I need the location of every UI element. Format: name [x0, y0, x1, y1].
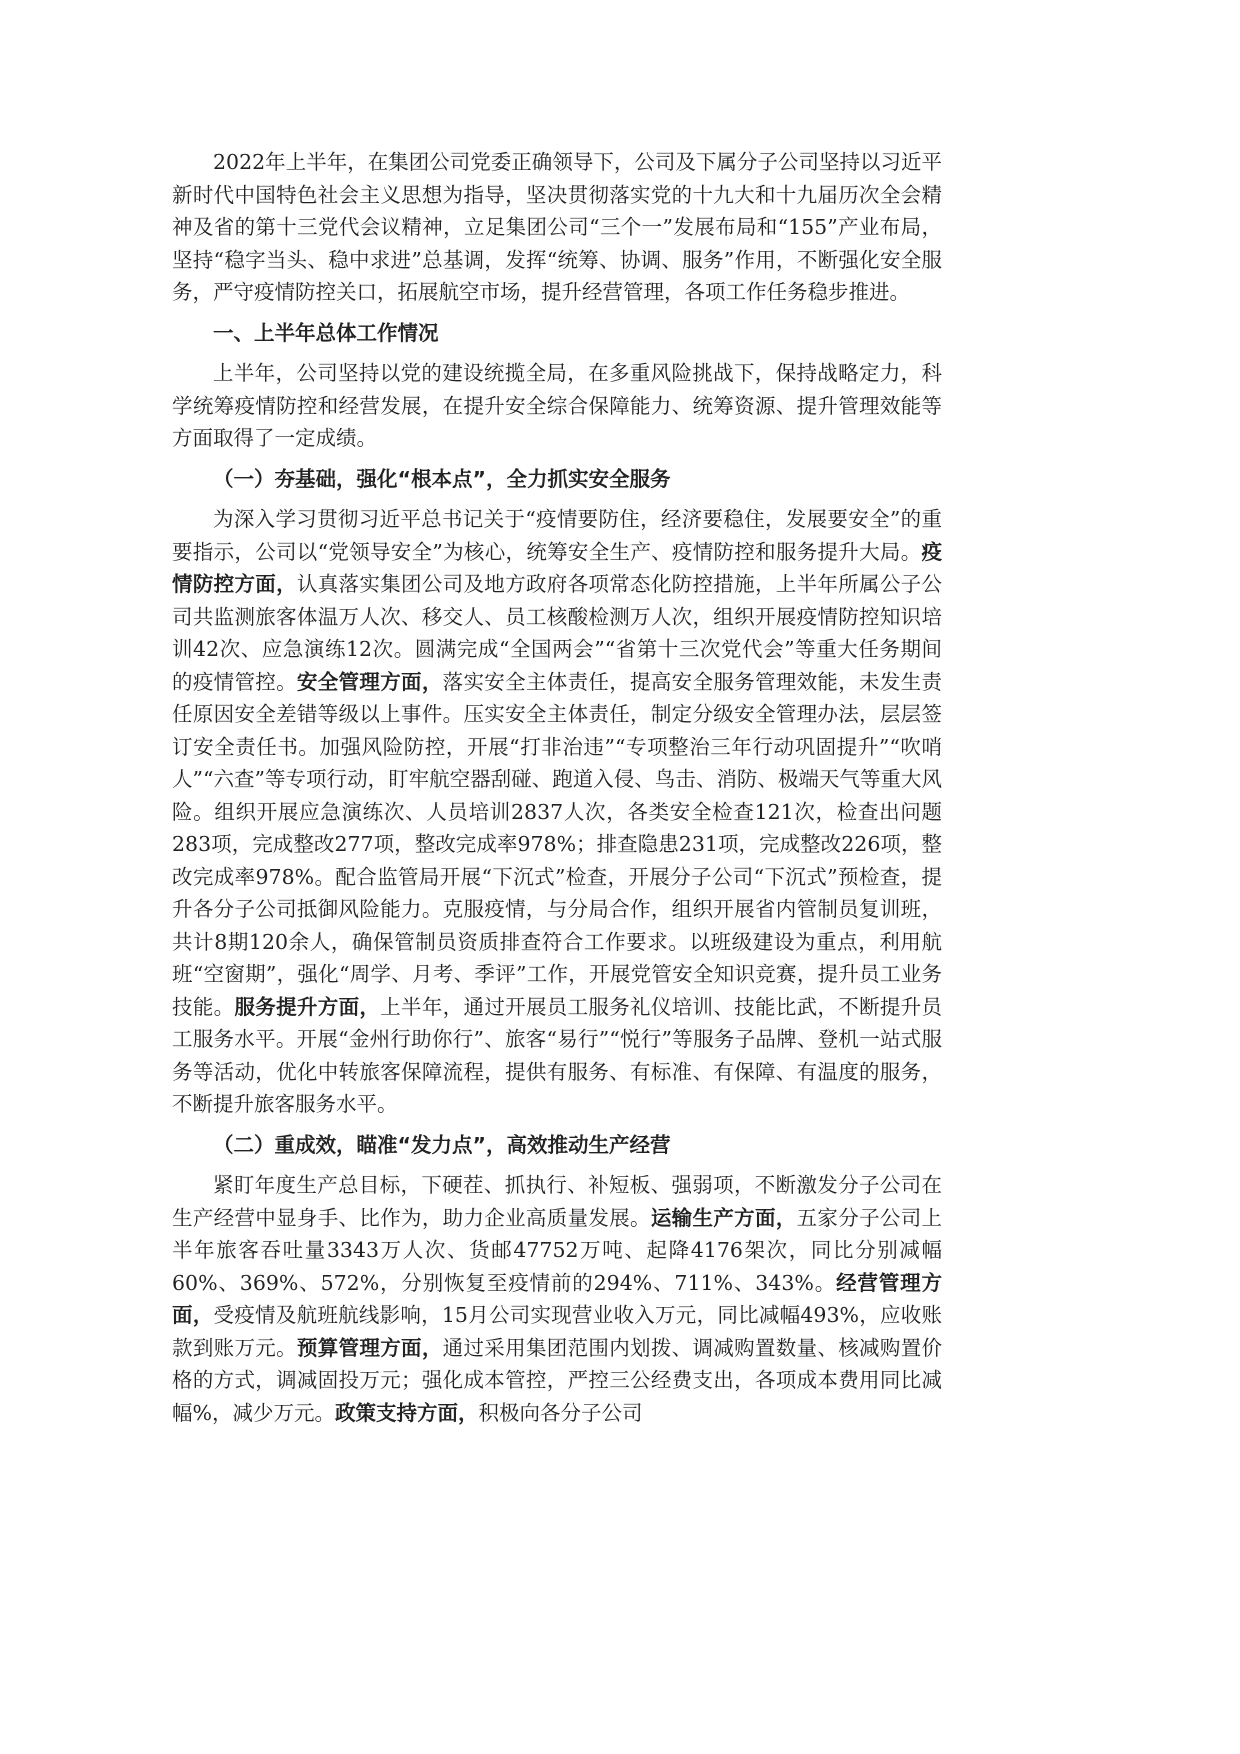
keyword-service-improvement: 服务提升方面，: [234, 994, 381, 1019]
paragraph-text: 上半年，通过开展员工服务礼仪培训、技能比武，不断提升员工服务水平。开展“金州行助你行”、旅客“易行”“悦行”等服务子品牌、登机一站式服务等活动，优化中转旅客保障流程，提供有服务、有标准、有保障、有温度的服务，不断提升旅客服务水平。: [172, 994, 943, 1116]
keyword-operation-management: 经营管理方面，: [172, 1270, 943, 1327]
safety-service-paragraph: [172, 503, 942, 1121]
keyword-budget-management: 预算管理方面，: [296, 1335, 443, 1360]
paragraph-text: 通过采用集团范围内划拨、调减购置数量、核减购置价格的方式，调减固投万元；强化成本管控，严控三公经费支出，各项成本费用同比减幅%，减少万元。: [172, 1335, 943, 1425]
subsection-heading-production: （二）重成效，瞄准“发力点”，高效推动生产经营: [213, 1132, 671, 1157]
keyword-epidemic-control: 疫情防控方面，: [172, 539, 942, 596]
paragraph-text: 认真落实集团公司及地方政府各项常态化防控措施，上半年所属公子公司共监测旅客体温万人次、移交人、员工核酸检测万人次，组织开展疫情防控知识培训42次、应急演练12次。圆满完成“全国两会”“省第十三次党代会”等重大任务期间的疫情管控。: [172, 572, 943, 694]
production-paragraph: [172, 1169, 942, 1429]
paragraph-text: 为深入学习贯彻习近平总书记关于“疫情要防住，经济要稳住，发展要安全”的重要指示，公司以“党领导安全”为核心，统筹安全生产、疫情防控和服务提升大局。: [172, 507, 942, 564]
paragraph-text: 积极向各分子公司: [478, 1400, 643, 1425]
section-heading-overall: 一、上半年总体工作情况: [213, 320, 439, 345]
paragraph-text: 落实安全主体责任，提高安全服务管理效能，未发生责任原因安全差错等级以上事件。压实安全主体责任，制定分级安全管理办法，层层签订安全责任书。加强风险防控，开展“打非治违”“专项整治三年行动巩固提升”“吹哨人”“六查”等专项行动，盯牢航空器刮碰、跑道入侵、鸟击、消防、极端天气等重大风险。组织开展应急演练次、人员培训2837人次，各类安全检查121次，检查出问题283项，完成整改277项，整改完成率978%；排查隐患231项，完成整改226项，整改完成率978%。配合监管局开展“下沉式”检查，开展分子公司“下沉式”预检查，提升各分子公司抵御风险能力。克服疫情，与分局合作，组织开展省内管制员复训班，共计8期120余人，确保管制员资质排查符合工作要求。以班级建设为重点，利用航班“空窗期”，强化“周学、月考、季评”工作，开展党管安全知识竞赛，提升员工业务技能。: [172, 669, 943, 1019]
intro-paragraph: 2022年上半年，在集团公司党委正确领导下，公司及下属分子公司坚持以习近平新时代中国特色社会主义思想为指导，坚决贯彻落实党的十九大和十九届历次全会精神及省的第十三党代会议精神，立足集团公司“三个一”发展布局和“155”产业布局，坚持“稳字当头、稳中求进”总基调，发挥“统筹、协调、服务”作用，不断强化安全服务，严守疫情防控关口，拓展航空市场，提升经营管理，各项工作任务稳步推进。: [172, 150, 942, 304]
document-body: [172, 146, 942, 1437]
keyword-transport-production: 运输生产方面，: [650, 1205, 797, 1230]
section-summary-paragraph: 上半年，公司坚持以党的建设统揽全局，在多重风险挑战下，保持战略定力，科学统筹疫情防控和经营发展，在提升安全综合保障能力、统筹资源、提升管理效能等方面取得了一定成绩。: [172, 361, 942, 450]
paragraph-text: 五家分子公司上半年旅客吞吐量3343万人次、货邮47752万吨、起降4176架次，同比分别减幅60%、369%、572%，分别恢复至疫情前的294%、711%、343%。: [172, 1205, 943, 1295]
paragraph-text: 受疫情及航班航线影响，15月公司实现营业收入万元，同比减幅493%，应收账款到账万元。: [172, 1303, 943, 1360]
keyword-safety-management: 安全管理方面，: [296, 669, 443, 694]
subsection-heading-safety-service: （一）夯基础，强化“根本点”，全力抓实安全服务: [213, 466, 671, 491]
keyword-policy-support: 政策支持方面，: [334, 1400, 479, 1425]
paragraph-text: 紧盯年度生产总目标，下硬茬、抓执行、补短板、强弱项，不断激发分子公司在生产经营中显身手、比作为，助力企业高质量发展。: [172, 1173, 942, 1230]
